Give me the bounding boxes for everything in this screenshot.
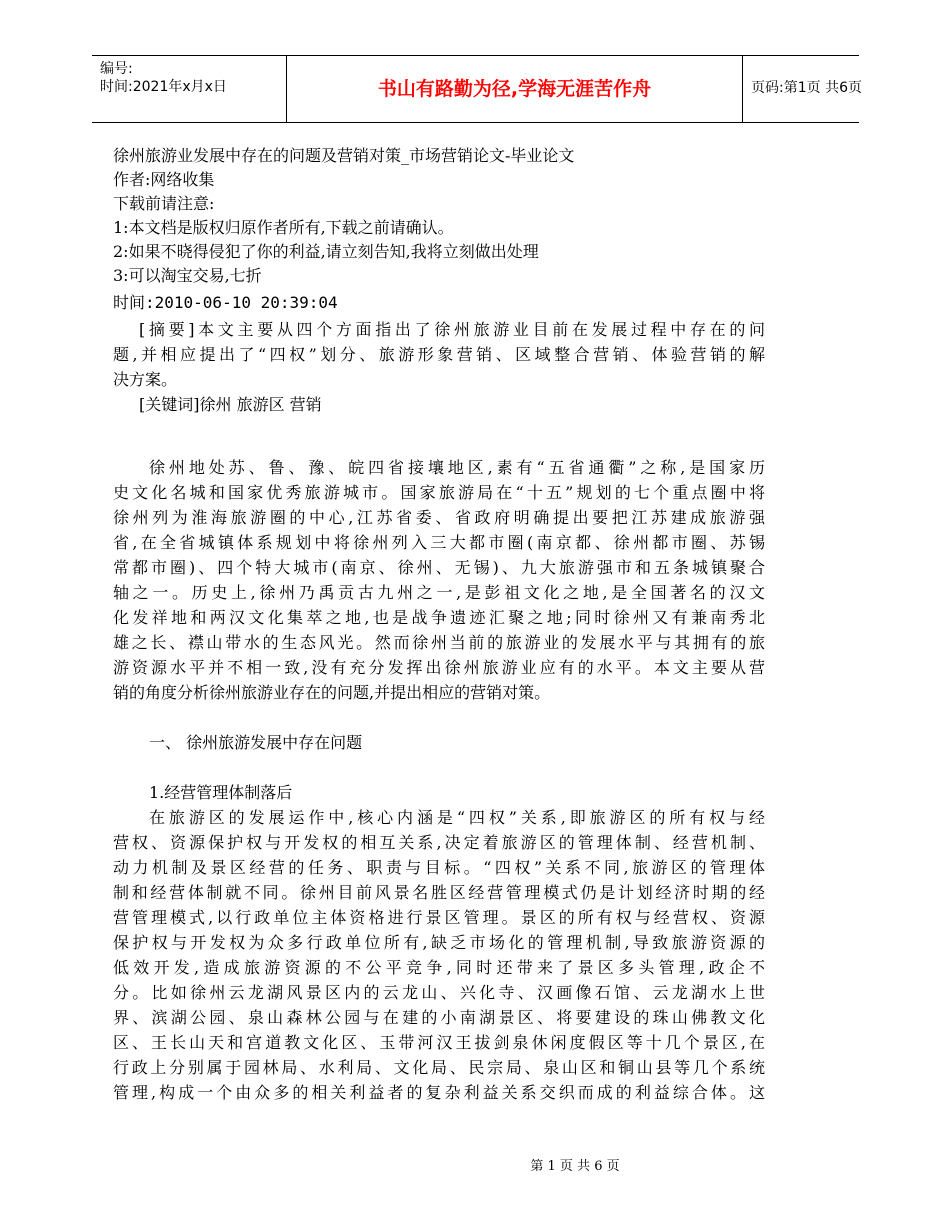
publish-time: 时间:2010-06-10 20:39:04 <box>113 293 338 312</box>
document-time-label: 时间:2021年x月x日 <box>100 79 227 95</box>
body-line: 营管理模式,以行政单位主体资格进行景区管理。景区的所有权与经营权、资源 <box>113 908 765 927</box>
notice-line-1: 1:本文档是版权归原作者所有,下载之前请确认。 <box>113 218 454 237</box>
section-heading: 一、 徐州旅游发展中存在问题 <box>149 733 363 752</box>
header-left-cell <box>92 56 286 122</box>
body-line: 在旅游区的发展运作中,核心内涵是“四权”关系,即旅游区的所有权与经 <box>149 808 765 827</box>
body-line: 区、王长山天和宫道教文化区、玉带河汉王拔剑泉休闲度假区等十几个景区,在 <box>113 1033 765 1052</box>
document-author: 作者:网络收集 <box>113 170 215 189</box>
header-page-info: 页码:第1页 共6页 <box>751 80 862 96</box>
page-footer <box>0 1158 950 1176</box>
intro-line: 省,在全省城镇体系规划中将徐州列入三大都市圈(南京都、徐州都市圈、苏锡 <box>113 533 765 552</box>
document-header <box>92 55 862 123</box>
header-right-cell <box>743 56 862 122</box>
notice-line-3: 3:可以淘宝交易,七折 <box>113 266 262 285</box>
body-line: 界、滨湖公园、泉山森林公园与在建的小南湖景区、将要建设的珠山佛教文化 <box>113 1008 765 1027</box>
document-title: 徐州旅游业发展中存在的问题及营销对策_市场营销论文-毕业论文 <box>113 146 575 165</box>
intro-line: 销的角度分析徐州旅游业存在的问题,并提出相应的营销对策。 <box>113 683 551 702</box>
intro-line: 轴之一。历史上,徐州乃禹贡古九州之一,是彭祖文化之地,是全国著名的汉文 <box>113 583 765 602</box>
body-line: 管理,构成一个由众多的相关利益者的复杂利益关系交织而成的利益综合体。这 <box>113 1083 765 1102</box>
body-line: 分。比如徐州云龙湖风景区内的云龙山、兴化寺、汉画像石馆、云龙湖水上世 <box>113 983 765 1002</box>
subsection-heading: 1.经营管理体制落后 <box>149 783 293 802</box>
abstract-line: 题,并相应提出了“四权”划分、旅游形象营销、区域整合营销、体验营销的解 <box>113 345 765 364</box>
keywords-line: [关键词]徐州 旅游区 营销 <box>139 395 322 414</box>
intro-line: 雄之长、襟山带水的生态风光。然而徐州当前的旅游业的发展水平与其拥有的旅 <box>113 633 765 652</box>
intro-line: 史文化名城和国家优秀旅游城市。国家旅游局在“十五”规划的七个重点圈中将 <box>113 483 765 502</box>
notice-line-2: 2:如果不晓得侵犯了你的利益,请立刻告知,我将立刻做出处理 <box>113 242 539 261</box>
body-line: 制和经营体制就不同。徐州目前风景名胜区经营管理模式仍是计划经济时期的经 <box>113 883 765 902</box>
abstract-line: 决方案。 <box>113 370 178 389</box>
footer-page-number: 第 1 页 共 6 页 <box>530 1159 620 1174</box>
body-line: 动力机制及景区经营的任务、职责与目标。“四权”关系不同,旅游区的管理体 <box>113 858 765 877</box>
body-line: 低效开发,造成旅游资源的不公平竞争,同时还带来了景区多头管理,政企不 <box>113 958 765 977</box>
notice-title: 下载前请注意: <box>113 194 215 213</box>
document-number-label: 编号: <box>100 61 133 77</box>
intro-line: 常都市圈)、四个特大城市(南京、徐州、无锡)、九大旅游强市和五条城镇聚合 <box>113 558 765 577</box>
intro-line: 游资源水平并不相一致,没有充分发挥出徐州旅游业应有的水平。本文主要从营 <box>113 658 765 677</box>
header-center-cell <box>286 56 743 122</box>
intro-line: 徐州列为淮海旅游圈的中心,江苏省委、省政府明确提出要把江苏建成旅游强 <box>113 508 765 527</box>
intro-line: 徐州地处苏、鲁、豫、皖四省接壤地区,素有“五省通衢”之称,是国家历 <box>149 458 765 477</box>
body-line: 营权、资源保护权与开发权的相互关系,决定着旅游区的管理体制、经营机制、 <box>113 833 765 852</box>
intro-line: 化发祥地和两汉文化集萃之地,也是战争遗迹汇聚之地;同时徐州又有兼南秀北 <box>113 608 765 627</box>
header-motto: 书山有路勤为径,学海无涯苦作舟 <box>377 78 652 100</box>
abstract-line: [摘要]本文主要从四个方面指出了徐州旅游业目前在发展过程中存在的问 <box>139 320 765 339</box>
body-line: 行政上分别属于园林局、水利局、文化局、民宗局、泉山区和铜山县等几个系统 <box>113 1058 765 1077</box>
body-line: 保护权与开发权为众多行政单位所有,缺乏市场化的管理机制,导致旅游资源的 <box>113 933 765 952</box>
